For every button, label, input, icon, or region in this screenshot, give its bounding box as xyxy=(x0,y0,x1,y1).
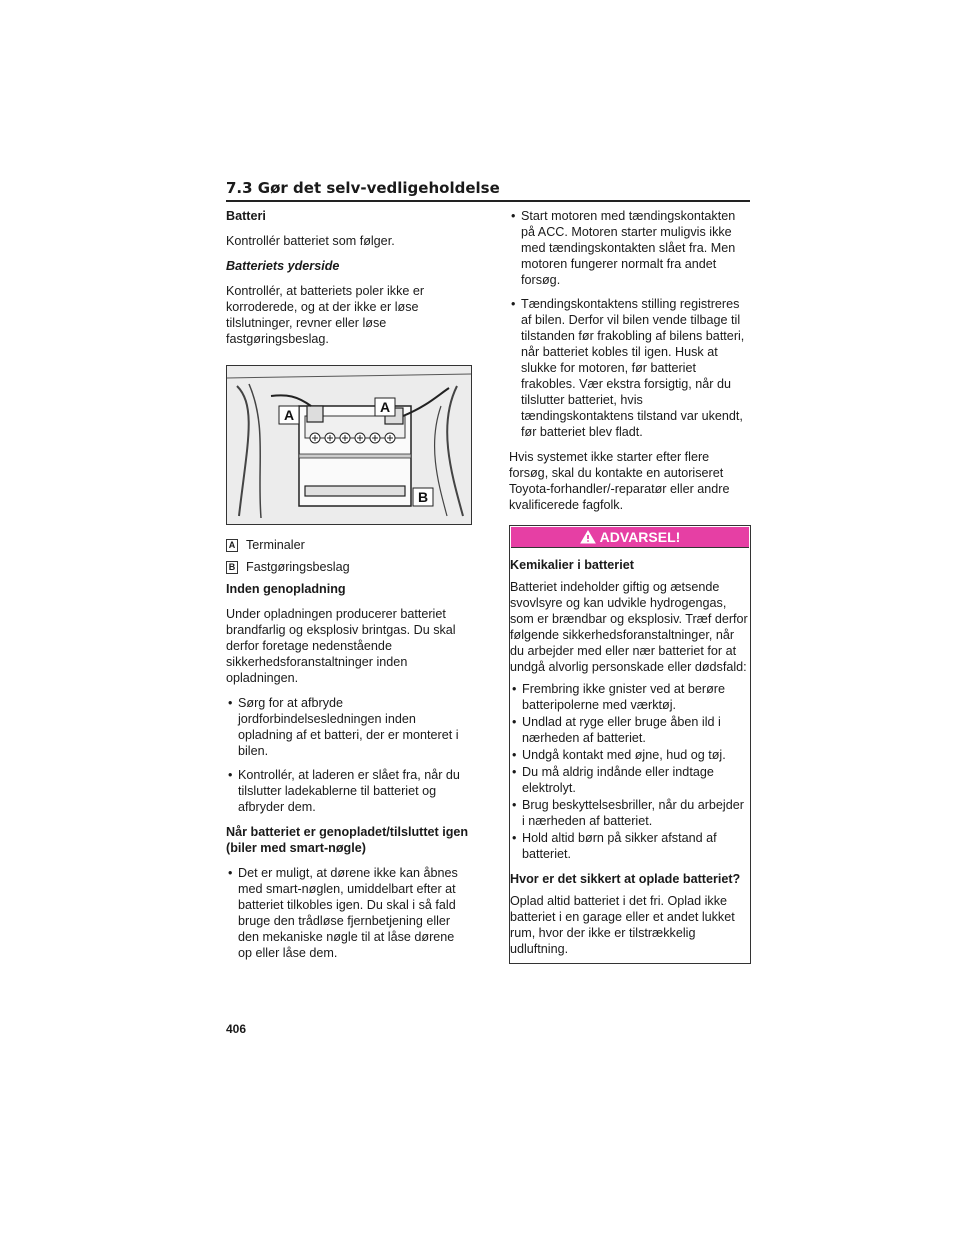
legend-item-a xyxy=(226,537,470,553)
before-charging-list xyxy=(226,695,470,815)
section-header xyxy=(226,179,750,202)
list-item: • Du må aldrig indånde eller indtage elektrolyt. xyxy=(510,764,750,796)
list-item: • Kontrollér, at laderen er slået fra, når du tilslutter ladekablerne til batteriet og afbryder dem. xyxy=(226,767,470,815)
legend-key-b: B xyxy=(226,561,238,574)
list-item: • Undlad at ryge eller bruge åben ild i nærheden af batteriet. xyxy=(510,714,750,746)
subheading-after-charging: Når batteriet er genopladet/tilsluttet igen (biler med smart-nøgle) xyxy=(226,825,469,855)
section-title: 7.3 Gør det selv-vedligeholdelse xyxy=(226,179,500,197)
list-item: • Det er muligt, at dørene ikke kan åbnes med smart-nøglen, umiddelbart efter at batteriet tilkobles igen. Du skal i så fald bruge den trådløse fjernbetjening eller den mekaniske nøgle til at låse dørene op eller låse dem. xyxy=(226,865,470,961)
warning-heading-chemicals: Kemikalier i batteriet xyxy=(510,558,634,572)
list-item: • Tændingskontaktens stilling registreres af bilen. Derfor vil bilen vende tilbage til tilstanden før frakobling af bilens batteri, når batteriet kobles til igen. Husk at slukke for motoren, før batteriet frakobles. Vær ekstra forsigtig, når du tilslutter batteriet, hvis tændingskontaktens tilstand var ukendt, før batteriet blev fladt. xyxy=(509,296,751,440)
list-item: • Hold altid børn på sikker afstand af batteriet. xyxy=(510,830,750,862)
warning-header xyxy=(511,527,749,548)
battery-illustration xyxy=(227,366,471,524)
legend-item-b xyxy=(226,559,470,575)
heading-battery: Batteri xyxy=(226,209,266,223)
battery-figure xyxy=(226,365,472,525)
right-column xyxy=(509,208,751,964)
legend-key-a: A xyxy=(226,539,238,552)
list-item: • Sørg for at afbryde jordforbindelsesledningen inden opladning af et batteri, der er monteret i bilen. xyxy=(226,695,470,759)
warning-triangle-icon xyxy=(580,530,596,544)
warning-body xyxy=(510,549,750,957)
warning-heading-where: Hvor er det sikkert at oplade batteriet? xyxy=(510,872,741,886)
after-charging-list xyxy=(226,865,470,961)
figure-label-a1: A xyxy=(283,407,295,423)
warning-box xyxy=(509,525,751,964)
page-number: 406 xyxy=(226,1022,247,1036)
warning-text-chemicals: Batteriet indeholder giftig og ætsende svovlsyre og kan udvikle hydrogengas, som er brændbar og eksplosiv. Træf derfor følgende sikkerhedsforanstaltninger, når du arbejder med eller nær batteriet for at undgå alvorlig personskade eller dødsfald: xyxy=(510,580,748,674)
legend-text-a: Terminaler xyxy=(246,538,305,552)
figure-label-a2: A xyxy=(379,399,391,415)
subheading-exterior: Batteriets yderside xyxy=(226,259,340,273)
intro-text: Kontrollér batteriet som følger. xyxy=(226,234,395,248)
list-item: • Undgå kontakt med øjne, hud og tøj. xyxy=(510,747,750,763)
list-item: • Brug beskyttelsesbriller, når du arbejder i nærheden af batteriet. xyxy=(510,797,750,829)
right-bullet-list xyxy=(509,208,751,440)
list-item: • Start motoren med tændingskontakten på ACC. Motoren starter muligvis ikke med tændingskontakten slået fra. Men motoren fungerer normalt fra andet forsøg. xyxy=(509,208,751,288)
list-item: • Frembring ikke gnister ved at berøre batteripolerne med værktøj. xyxy=(510,681,750,713)
contact-dealer-text: Hvis systemet ikke starter efter flere forsøg, skal du kontakte en autoriseret Toyota-forhandler/-reparatør eller andre kvalificerede fagfolk. xyxy=(509,450,730,512)
warning-list xyxy=(510,681,750,862)
exterior-text: Kontrollér, at batteriets poler ikke er korroderede, og at der ikke er løse tilslutninger, revner eller løse fastgøringsbeslag. xyxy=(226,284,425,346)
subheading-before-charging: Inden genopladning xyxy=(226,582,346,596)
before-charging-text: Under opladningen producerer batteriet brandfarlig og eksplosiv brintgas. Du skal derfor foretage nedenstående sikkerhedsforanstaltninger inden opladningen. xyxy=(226,607,456,685)
figure-label-b: B xyxy=(417,489,429,505)
legend-text-b: Fastgøringsbeslag xyxy=(246,560,350,574)
left-column xyxy=(226,208,470,970)
warning-label: ADVARSEL! xyxy=(599,529,681,545)
warning-text-where: Oplad altid batteriet i det fri. Oplad ikke batteriet i en garage eller et andet lukket rum, hvor der ikke er tilstrækkelig udluftning. xyxy=(510,894,735,956)
